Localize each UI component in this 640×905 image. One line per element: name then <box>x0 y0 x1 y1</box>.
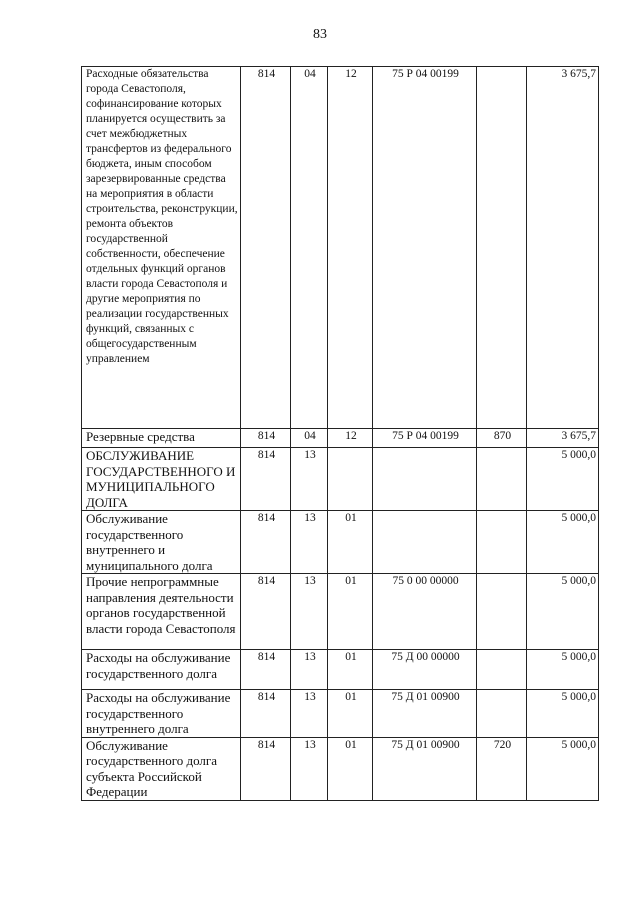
row-expense-type <box>477 67 527 429</box>
budget-table <box>81 66 599 801</box>
row-department-code: 814 <box>241 448 291 511</box>
row-section-code: 13 <box>291 650 328 690</box>
row-department-code: 814 <box>241 67 291 429</box>
row-expense-type: 870 <box>477 429 527 448</box>
row-department-code: 814 <box>241 429 291 448</box>
row-target-article: 75 Д 01 00900 <box>373 690 477 738</box>
page-number: 83 <box>313 27 327 42</box>
table-row <box>82 448 599 511</box>
row-section-code: 13 <box>291 448 328 511</box>
table-row <box>82 67 599 429</box>
row-subsection-code: 12 <box>328 429 373 448</box>
row-amount: 5 000,0 <box>527 574 599 650</box>
row-target-article: 75 0 00 00000 <box>373 574 477 650</box>
row-subsection-code: 01 <box>328 737 373 800</box>
row-section-code: 13 <box>291 690 328 738</box>
row-section-code: 13 <box>291 737 328 800</box>
row-expense-type <box>477 448 527 511</box>
row-expense-type <box>477 574 527 650</box>
row-name: Расходы на обслуживание государственного внутреннего долга <box>82 690 241 738</box>
row-amount: 3 675,7 <box>527 429 599 448</box>
row-expense-type <box>477 650 527 690</box>
row-target-article: 75 Р 04 00199 <box>373 67 477 429</box>
row-department-code: 814 <box>241 737 291 800</box>
row-name: Расходные обязательства города Севастополя, софинансирование которых планируется осуществить за счет межбюджетных трансфертов из федерального бюджета, иным способом зарезервированные средства на мероприятия в области строительства, реконструкции, ремонта объектов государственной собственности, обеспечение отдельных функций органов власти города Севастополя и другие мероприятия по реализации государственных функций, связанных с общегосударственным управлением <box>82 67 241 429</box>
row-target-article: 75 Р 04 00199 <box>373 429 477 448</box>
table-row <box>82 511 599 574</box>
row-section-code: 04 <box>291 429 328 448</box>
row-name: Обслуживание государственного внутреннего и муниципального долга <box>82 511 241 574</box>
row-name: Резервные средства <box>82 429 241 448</box>
row-subsection-code <box>328 448 373 511</box>
row-subsection-code: 01 <box>328 574 373 650</box>
row-expense-type <box>477 690 527 738</box>
row-name: Обслуживание государственного долга субъекта Российской Федерации <box>82 737 241 800</box>
row-amount: 5 000,0 <box>527 690 599 738</box>
row-subsection-code: 01 <box>328 511 373 574</box>
row-target-article <box>373 511 477 574</box>
row-target-article: 75 Д 00 00000 <box>373 650 477 690</box>
row-target-article <box>373 448 477 511</box>
row-section-code: 13 <box>291 511 328 574</box>
row-target-article: 75 Д 01 00900 <box>373 737 477 800</box>
row-amount: 5 000,0 <box>527 650 599 690</box>
row-section-code: 04 <box>291 67 328 429</box>
row-subsection-code: 01 <box>328 690 373 738</box>
row-department-code: 814 <box>241 690 291 738</box>
row-subsection-code: 01 <box>328 650 373 690</box>
row-amount: 5 000,0 <box>527 737 599 800</box>
row-expense-type <box>477 511 527 574</box>
table-row <box>82 650 599 690</box>
row-name: Прочие непрограммные направления деятельности органов государственной власти города Севастополя <box>82 574 241 650</box>
row-expense-type: 720 <box>477 737 527 800</box>
table-row <box>82 574 599 650</box>
row-name: ОБСЛУЖИВАНИЕ ГОСУДАРСТВЕННОГО И МУНИЦИПАЛЬНОГО ДОЛГА <box>82 448 241 511</box>
row-subsection-code: 12 <box>328 67 373 429</box>
row-department-code: 814 <box>241 650 291 690</box>
table-row <box>82 690 599 738</box>
table-row <box>82 429 599 448</box>
row-department-code: 814 <box>241 511 291 574</box>
row-name: Расходы на обслуживание государственного долга <box>82 650 241 690</box>
row-amount: 5 000,0 <box>527 511 599 574</box>
row-section-code: 13 <box>291 574 328 650</box>
table-row <box>82 737 599 800</box>
row-department-code: 814 <box>241 574 291 650</box>
row-amount: 3 675,7 <box>527 67 599 429</box>
row-amount: 5 000,0 <box>527 448 599 511</box>
